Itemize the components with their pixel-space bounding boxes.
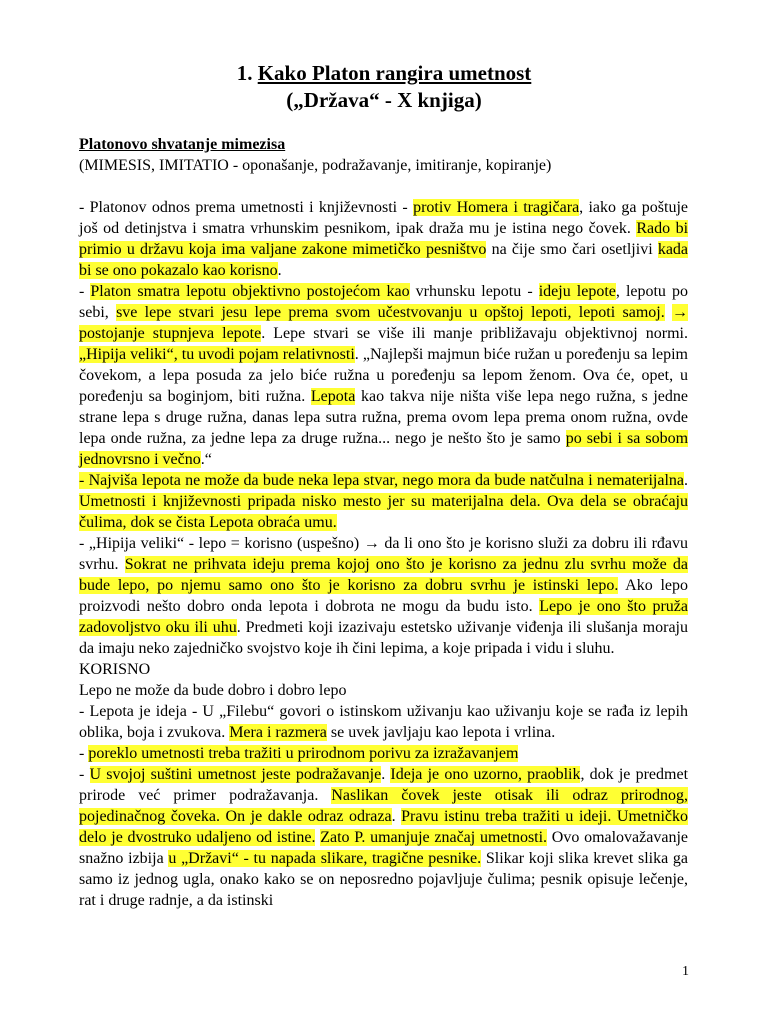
- highlighted-text: Naslikan čovek jeste otisak ili odraz prirodnog, pojedinačnog čoveka. On je dakle odraz odraza: [79, 787, 688, 825]
- highlighted-text: po sebi i sa sobom jednovrsno i večno: [79, 430, 689, 468]
- highlighted-text: U svojoj suštini umetnost jeste podražavanje: [89, 766, 382, 783]
- highlighted-text: ideju lepote: [538, 283, 616, 300]
- page-title: [0, 60, 768, 114]
- title-subtitle: („Država“ - X knjiga): [286, 88, 482, 112]
- text-run: . „Najlepši majmun biće ružan u poređenju sa lepim čovekom, a lepa posuda za jelo biće ružna u poređenju sa lepom ženom. Ova će, opet, u poređenju sa boginjom, biti ružna.: [79, 346, 689, 405]
- section-heading: Platonovo shvatanje mimezisa: [79, 136, 286, 153]
- text-run: .“: [200, 451, 212, 468]
- highlighted-text: sve lepe stvari jesu lepe prema svom učestvovanju u opštoj lepoti, lepoti samoj.: [116, 304, 665, 321]
- highlighted-text: protiv Homera i tragičara: [413, 199, 580, 216]
- highlighted-text: Mera i razmera: [229, 724, 327, 741]
- paragraph-list: [79, 197, 688, 911]
- text-run: , dok je predmet prirode već primer podražavanja.: [79, 766, 689, 804]
- text-run: .: [684, 472, 688, 489]
- highlighted-text: Zato P. umanjuje značaj umetnosti.: [320, 829, 548, 846]
- text-run: -: [79, 766, 90, 783]
- text-run: -: [79, 283, 91, 300]
- highlighted-text: poreklo umetnosti treba tražiti u prirodnom porivu za izražavanjem: [88, 745, 519, 762]
- text-run: [665, 304, 672, 321]
- highlighted-text: Rado bi primio u državu koja ima valjane zakone mimetičko pesništvo: [79, 220, 689, 258]
- paragraph: [79, 470, 688, 533]
- highlighted-text: Pravu istinu treba tražiti u ideji. Umetničko delo je dvostruko udaljeno od istine.: [79, 808, 689, 846]
- text-run: Lepo ne može da bude dobro i dobro lepo: [79, 682, 347, 699]
- page-number: 1: [682, 964, 689, 979]
- paragraph: [79, 533, 688, 659]
- paragraph: [79, 197, 688, 281]
- highlighted-text: → postojanje stupnjeva lepote: [79, 304, 689, 342]
- highlighted-text: Lepo je ono što pruža zadovoljstvo oku ili uhu: [79, 598, 689, 636]
- text-run: Ako lepo proizvodi nešto dobro onda lepota i dobrota ne mogu da budu isto.: [79, 577, 689, 615]
- text-run: kao takva nije ništa više lepa nego ružna, s jedne strane lepa s druge ružna, danas lepa sutra ružna, prema ovom lepa prema onom ružna, ovde lepa onde ružna, za jedne lepa za druge ružna... nego je nešto što je samo: [79, 388, 689, 447]
- text-run: na čije smo čari osetljivi: [486, 241, 658, 258]
- paragraph: [79, 764, 688, 911]
- text-run: .: [277, 262, 282, 279]
- document-body: [79, 134, 688, 911]
- paragraph: [79, 701, 688, 743]
- paragraph: [79, 281, 688, 470]
- text-run: .: [391, 808, 402, 825]
- highlighted-text: u „Državi“ - tu napada slikare, tragične pesnike.: [168, 850, 482, 867]
- title-text: Kako Platon rangira umetnost: [257, 61, 532, 85]
- highlighted-text: Platon smatra lepotu objektivno postojećom kao: [90, 283, 410, 300]
- text-run: KORISNO: [79, 661, 151, 678]
- text-run: - Platonov odnos prema umetnosti i književnosti -: [79, 199, 414, 216]
- text-run: - „Hipija veliki“ - lepo = korisno (uspešno) → da li ono što je korisno služi za dobru ili rđavu svrhu.: [79, 535, 688, 573]
- section-definition: (MIMESIS, IMITATIO - oponašanje, podražavanje, imitiranje, kopiranje): [79, 157, 552, 174]
- highlighted-text: Lepota: [310, 388, 356, 405]
- text-run: -: [79, 745, 89, 762]
- text-run: vrhunsku lepotu -: [409, 283, 539, 300]
- highlighted-text: Ideja je ono uzorno, praoblik: [390, 766, 581, 783]
- text-run: , lepotu po sebi,: [79, 283, 688, 321]
- paragraph: [79, 680, 688, 701]
- text-run: Slikar koji slika krevet slika ga samo iz jednog ugla, onako kako se on neposredno pojavljuje čulima; pesnik opisuje lečenje, rat i druge radnje, a da istinski: [79, 850, 688, 909]
- highlighted-text: kada bi se ono pokazalo kao korisno: [79, 241, 689, 279]
- title-number: 1.: [236, 61, 253, 85]
- highlighted-text: Sokrat ne prihvata ideju prema kojoj ono što je korisno za jednu zlu svrhu može da bude lepo, po njemu samo ono što je korisno za dobru svrhu je istinski lepo.: [79, 556, 688, 594]
- paragraph: [79, 659, 688, 680]
- text-run: .: [381, 766, 391, 783]
- text-run: - Lepota je ideja - U „Filebu“ govori o istinskom uživanju kao uživanju koje se rađa iz lepih oblika, boja i zvukova.: [79, 703, 688, 741]
- text-run: . Predmeti koji izazivaju estetsko uživanje viđenja ili slušanja moraju da imaju neko zajedničko svojstvo koje ih čini lepima, a koje pripada i vidu i sluhu.: [79, 619, 688, 657]
- highlighted-text: - Najviša lepota ne može da bude neka lepa stvar, nego mora da bude natčulna i nematerijalna: [79, 472, 684, 489]
- text-run: Ovo omalovažavanje snažno izbija: [79, 829, 689, 867]
- title-line: [0, 60, 768, 87]
- text-run: , iako ga poštuje još od detinjstva i smatra vrhunskim pesnikom, ipak draža mu je istina nego čovek.: [79, 199, 688, 237]
- paragraph-gap: [79, 176, 688, 197]
- highlighted-text: Umetnosti i književnosti pripada nisko mesto jer su materijalna dela. Ova dela se obraćaju čulima, dok se čista Lepota obraća umu.: [79, 493, 688, 531]
- highlighted-text: „Hipija veliki“, tu uvodi pojam relativnosti: [79, 346, 355, 363]
- paragraph: [79, 743, 688, 764]
- text-run: . Lepe stvari se više ili manje približavaju objektivnoj normi.: [261, 325, 688, 342]
- text-run: se uvek javljaju kao lepota i vrlina.: [326, 724, 556, 741]
